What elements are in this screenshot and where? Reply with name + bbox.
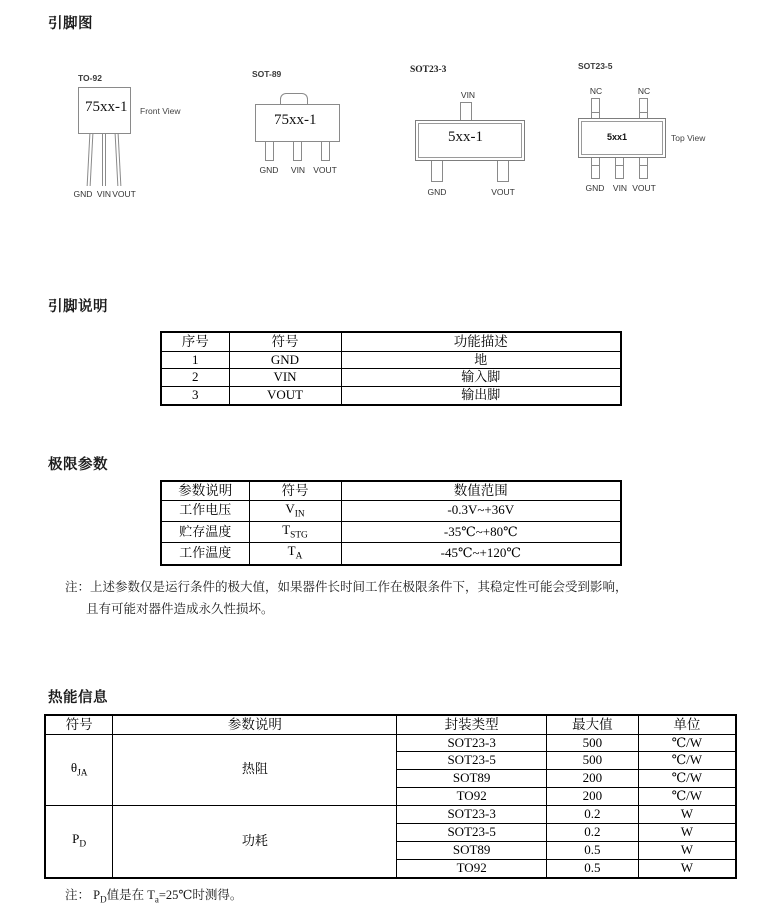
lead-sot23-5-nc-2 [639,98,648,119]
limit-parameters-table [160,480,622,566]
symbol-main: T [282,521,291,537]
cell-max: 0.5 [546,842,638,860]
cell-unit: ℃/W [638,752,736,770]
table-header-row [45,715,736,734]
cell-range: -0.3V~+36V [341,500,621,521]
symbol-subscript: D [79,840,87,851]
package-diagram-group [0,55,780,230]
cell-function: 输入脚 [341,369,621,387]
pin-label-to-92-vin: VIN [96,189,112,199]
cell-unit: ℃/W [638,734,736,752]
thermal-information-table [44,714,737,879]
cell-max: 200 [546,770,638,788]
lead-bar-sot23-5-vin [615,165,624,166]
view-label-sot23-5: Top View [671,133,706,143]
limit-parameters-note-line-2: 且有可能对器件造成永久性损坏。 [86,602,274,616]
package-label-sot23-5: SOT23-5 [578,61,613,71]
col-header-symbol: 符号 [45,715,113,734]
cell-package: SOT23-5 [397,824,547,842]
cell-symbol [249,521,341,542]
cell-function: 输出脚 [341,387,621,405]
table-row [161,351,621,369]
page-title-thermal-information: 热能信息 [48,690,108,706]
package-sot23-5 [578,61,748,226]
note-suffix: =25℃时测得。 [158,888,243,902]
symbol-subscript: STG [290,530,308,541]
note-middle: 值是在 T [106,888,155,902]
symbol-main: T [287,543,296,559]
note-subscript-a: a [154,894,159,905]
lead-bar-sot23-5-nc-1 [591,112,600,113]
pin-label-sot23-5-gnd: GND [585,183,605,193]
cell-symbol: VOUT [229,387,341,405]
lead-bar-sot23-5-nc-2 [639,112,648,113]
cell-unit: ℃/W [638,788,736,806]
col-header-max: 最大值 [546,715,638,734]
symbol-subscript: IN [294,509,305,520]
symbol-main: θ [70,759,78,775]
pin-description-table [160,331,622,406]
package-label-sot23-3: SOT23-3 [410,65,447,75]
pin-label-sot23-5-nc-1: NC [589,86,603,96]
lead-sot23-3-top [460,102,472,121]
cell-parameter: 工作温度 [161,543,249,565]
col-header-function: 功能描述 [341,332,621,351]
cell-symbol [249,500,341,521]
note-prefix: 注： P [65,888,101,902]
package-label-to-92: TO-92 [78,73,102,83]
lead-sot23-3-vout [497,161,509,182]
cell-range: -35℃~+80℃ [341,521,621,542]
package-sot-89 [252,69,402,219]
table-row [161,369,621,387]
cell-package: SOT89 [397,770,547,788]
cell-package: SOT23-3 [397,806,547,824]
cell-description-power-dissipation: 功耗 [113,806,397,878]
lead-sot23-5-nc-1 [591,98,600,119]
table-header-row [161,481,621,500]
part-marking-to-92: 75xx-1 [85,99,128,115]
cell-index: 1 [161,351,229,369]
table-row [161,387,621,405]
table-row [161,500,621,521]
cell-package: TO92 [397,788,547,806]
pin-label-sot23-5-vout: VOUT [632,183,656,193]
cell-max: 500 [546,752,638,770]
symbol-main: P [72,831,80,847]
symbol-subscript: JA [77,768,88,779]
cell-description-thermal-resistance: 热阻 [113,734,397,806]
col-header-symbol: 符号 [229,332,341,351]
cell-unit: W [638,842,736,860]
cell-max: 0.2 [546,824,638,842]
cell-range: -45℃~+120℃ [341,543,621,565]
cell-parameter: 贮存温度 [161,521,249,542]
cell-symbol [249,543,341,565]
lead-sot-89-1 [265,142,274,161]
pin-label-to-92-gnd: GND [73,189,93,199]
cell-package: SOT89 [397,842,547,860]
package-sot23-3 [410,65,570,225]
lead-sot23-5-vout [639,158,648,179]
col-header-package: 封装类型 [397,715,547,734]
note-subscript-d: D [100,894,107,905]
cell-max: 200 [546,788,638,806]
cell-function: 地 [341,351,621,369]
lead-sot23-5-gnd [591,158,600,179]
page-title-limit-parameters: 极限参数 [48,457,108,473]
view-label-to-92: Front View [140,106,181,116]
page-title-pin-diagram: 引脚图 [48,16,93,32]
col-header-range: 数值范围 [341,481,621,500]
table-header-row [161,332,621,351]
cell-max: 0.5 [546,860,638,878]
cell-unit: W [638,860,736,878]
cell-parameter: 工作电压 [161,500,249,521]
pin-label-sot-89-vin: VIN [290,165,306,175]
table-row [45,806,736,824]
package-to-92 [73,73,228,223]
lead-to-92-2 [102,134,106,186]
thermal-information-note [65,886,242,907]
cell-unit: ℃/W [638,770,736,788]
lead-bar-sot23-5-gnd [591,165,600,166]
part-marking-sot23-5: 5xx1 [607,132,628,142]
cell-unit: W [638,824,736,842]
col-header-unit: 单位 [638,715,736,734]
lead-to-92-1 [87,134,94,186]
cell-symbol: VIN [229,369,341,387]
pin-label-sot-89-gnd: GND [259,165,279,175]
cell-max: 500 [546,734,638,752]
lead-sot-89-2 [293,142,302,161]
table-row [161,543,621,565]
symbol-main: V [285,500,295,516]
cell-package: TO92 [397,860,547,878]
cell-package: SOT23-5 [397,752,547,770]
cell-package: SOT23-3 [397,734,547,752]
limit-parameters-note-line-1: 注：上述参数仅是运行条件的极大值，如果器件长时间工作在极限条件下，其稳定性可能会受到影响， [65,580,628,594]
lead-bar-sot23-5-vout [639,165,648,166]
part-marking-sot23-3: 5xx-1 [448,129,483,145]
col-header-parameter: 参数说明 [161,481,249,500]
pin-label-sot23-3-vin: VIN [460,90,476,100]
cell-index: 2 [161,369,229,387]
lead-sot23-5-vin [615,158,624,179]
pin-label-sot23-5-vin: VIN [612,183,628,193]
lead-sot23-3-gnd [431,161,443,182]
col-header-index: 序号 [161,332,229,351]
pin-label-sot23-3-vout: VOUT [491,187,515,197]
package-label-sot-89: SOT-89 [252,69,282,79]
cell-symbol-thermal-resistance [45,734,113,806]
pin-label-to-92-vout: VOUT [112,189,136,199]
cell-symbol-power-dissipation [45,806,113,878]
col-header-symbol: 符号 [249,481,341,500]
col-header-parameter: 参数说明 [113,715,397,734]
lead-to-92-3 [115,134,122,186]
cell-index: 3 [161,387,229,405]
page-title-pin-description: 引脚说明 [48,299,108,315]
pin-label-sot-89-vout: VOUT [313,165,337,175]
symbol-subscript: A [295,551,303,562]
table-row [45,734,736,752]
cell-max: 0.2 [546,806,638,824]
cell-symbol: GND [229,351,341,369]
part-marking-sot-89: 75xx-1 [274,112,317,128]
pin-label-sot23-3-gnd: GND [427,187,447,197]
cell-unit: W [638,806,736,824]
pin-label-sot23-5-nc-2: NC [637,86,651,96]
lead-sot-89-3 [321,142,330,161]
table-row [161,521,621,542]
